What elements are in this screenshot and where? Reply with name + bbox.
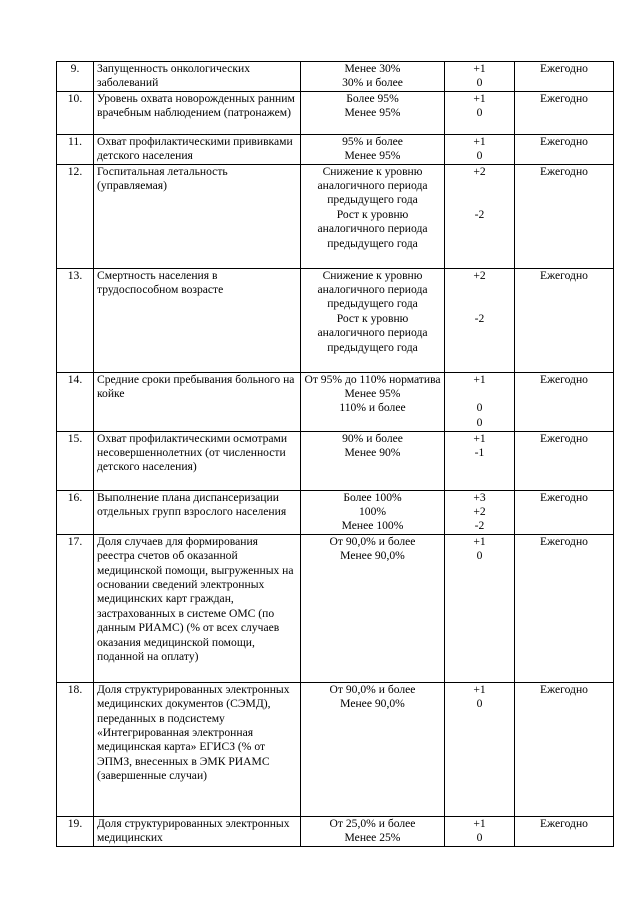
score-value: 0 [476,697,483,711]
indicator-frequency: Ежегодно [515,62,614,92]
score-value: +1 [473,91,486,105]
indicator-name: Доля структурированных электронных медицинских [94,816,301,846]
condition-value: От 90,0% и более [329,534,416,548]
row-number: 14. [57,372,94,431]
indicator-scores [445,268,515,372]
indicator-scores [445,91,515,134]
indicator-name: Запущенность онкологических заболеваний [94,62,301,92]
indicator-conditions [301,134,445,164]
condition-value: Менее 95% [344,106,401,120]
indicator-frequency: Ежегодно [515,372,614,431]
indicator-conditions [301,91,445,134]
score-value: 0 [476,549,483,563]
condition-value: 100% [358,505,387,519]
score-value: -2 [474,519,485,533]
score-value: 0 [476,149,483,163]
table-row [57,816,614,846]
indicator-scores [445,534,515,682]
indicators-table-body [57,62,614,847]
condition-value: Снижение к уровню аналогичного периода предыдущего года [317,268,428,311]
score-value: +1 [473,372,486,386]
indicator-name: Госпитальная летальность (управляемая) [94,164,301,268]
score-value: -2 [474,207,485,221]
condition-value: 30% и более [342,76,403,90]
score-value: 0 [476,106,483,120]
score-value: -1 [474,446,485,460]
score-value: 0 [476,415,483,429]
indicator-name: Уровень охвата новорожденных ранним врачебным наблюдением (патронажем) [94,91,301,134]
table-row [57,534,614,682]
indicator-scores [445,682,515,816]
score-value: 0 [476,401,483,415]
row-number: 12. [57,164,94,268]
score-value: 0 [476,76,483,90]
table-row [57,164,614,268]
score-value: +1 [473,534,486,548]
indicator-frequency: Ежегодно [515,682,614,816]
row-number: 10. [57,91,94,134]
indicator-conditions [301,372,445,431]
indicator-name: Охват профилактическими прививками детского населения [94,134,301,164]
table-row [57,490,614,534]
indicator-conditions [301,268,445,372]
indicator-frequency: Ежегодно [515,534,614,682]
condition-value: От 25,0% и более [329,816,416,830]
indicator-name: Доля структурированных электронных медицинских документов (СЭМД), переданных в подсистему «Интегрированная электронная медицинская карта» ЕГИСЗ (% от ЭПМЗ, внесенных в ЭМК РИАМС (завершенные случаи) [94,682,301,816]
indicator-frequency: Ежегодно [515,431,614,490]
indicator-conditions [301,490,445,534]
condition-value: Менее 30% [344,62,401,75]
condition-value: 90% и более [342,431,403,445]
condition-value: От 90,0% и более [329,682,416,696]
condition-value: Менее 95% [344,149,401,163]
condition-value: Менее 90,0% [340,697,405,711]
indicator-name: Выполнение плана диспансеризации отдельных групп взрослого населения [94,490,301,534]
indicator-conditions [301,682,445,816]
indicator-name: Средние сроки пребывания больного на койке [94,372,301,431]
condition-value: Менее 90% [344,446,401,460]
indicator-frequency: Ежегодно [515,816,614,846]
indicator-scores [445,816,515,846]
score-value: +2 [473,505,486,519]
condition-value: Более 100% [343,490,402,504]
table-row [57,682,614,816]
row-number: 11. [57,134,94,164]
condition-value: Более 95% [346,91,399,105]
indicator-scores [445,164,515,268]
score-spacer [448,179,511,208]
condition-value: Рост к уровню аналогичного периода предыдущего года [317,311,428,354]
score-value: +1 [473,816,486,830]
table-row [57,372,614,431]
indicator-conditions [301,431,445,490]
row-number: 17. [57,534,94,682]
score-value: +1 [473,682,486,696]
score-spacer [448,283,511,312]
condition-value: От 95% до 110% норматива [304,372,441,386]
indicator-frequency: Ежегодно [515,91,614,134]
indicator-scores [445,62,515,92]
row-number: 19. [57,816,94,846]
indicator-frequency: Ежегодно [515,490,614,534]
row-number: 18. [57,682,94,816]
score-value: +1 [473,62,486,75]
condition-value: 95% и более [342,134,403,148]
condition-value: 110% и более [339,401,406,415]
indicator-conditions [301,534,445,682]
condition-value: Снижение к уровню аналогичного периода предыдущего года [317,164,428,207]
indicator-scores [445,134,515,164]
indicator-name: Смертность населения в трудоспособном возрасте [94,268,301,372]
indicator-name: Охват профилактическими осмотрами несовершеннолетних (от численности детского населения) [94,431,301,490]
indicator-scores [445,431,515,490]
indicator-scores [445,490,515,534]
score-value: +2 [473,268,486,282]
condition-value: Менее 90,0% [340,549,405,563]
score-value: +1 [473,134,486,148]
indicator-conditions [301,164,445,268]
indicator-frequency: Ежегодно [515,268,614,372]
score-value: +3 [473,490,486,504]
table-row [57,431,614,490]
row-number: 13. [57,268,94,372]
table-row [57,268,614,372]
condition-value: Рост к уровню аналогичного периода предыдущего года [317,207,428,250]
score-value: +2 [473,164,486,178]
row-number: 16. [57,490,94,534]
indicators-table [56,61,614,847]
row-number: 15. [57,431,94,490]
score-value: 0 [476,831,483,845]
score-value: -2 [474,311,485,325]
indicator-frequency: Ежегодно [515,164,614,268]
indicator-frequency: Ежегодно [515,134,614,164]
indicator-name: Доля случаев для формирования реестра счетов об оказанной медицинской помощи, выгруженных на основании сведений электронных медицинских карт граждан, застрахованных в системе ОМС (по данным РИАМС) (% от всех случаев оказания медицинской помощи, поданной на оплату) [94,534,301,682]
condition-value: Менее 95% [344,387,401,401]
table-row [57,134,614,164]
row-number: 9. [57,62,94,92]
indicator-conditions [301,62,445,92]
indicator-conditions [301,816,445,846]
condition-value: Менее 100% [341,519,404,533]
condition-value: Менее 25% [344,831,401,845]
table-row [57,91,614,134]
score-value: +1 [473,431,486,445]
indicator-scores [445,372,515,431]
score-spacer [448,387,511,401]
table-row [57,62,614,92]
